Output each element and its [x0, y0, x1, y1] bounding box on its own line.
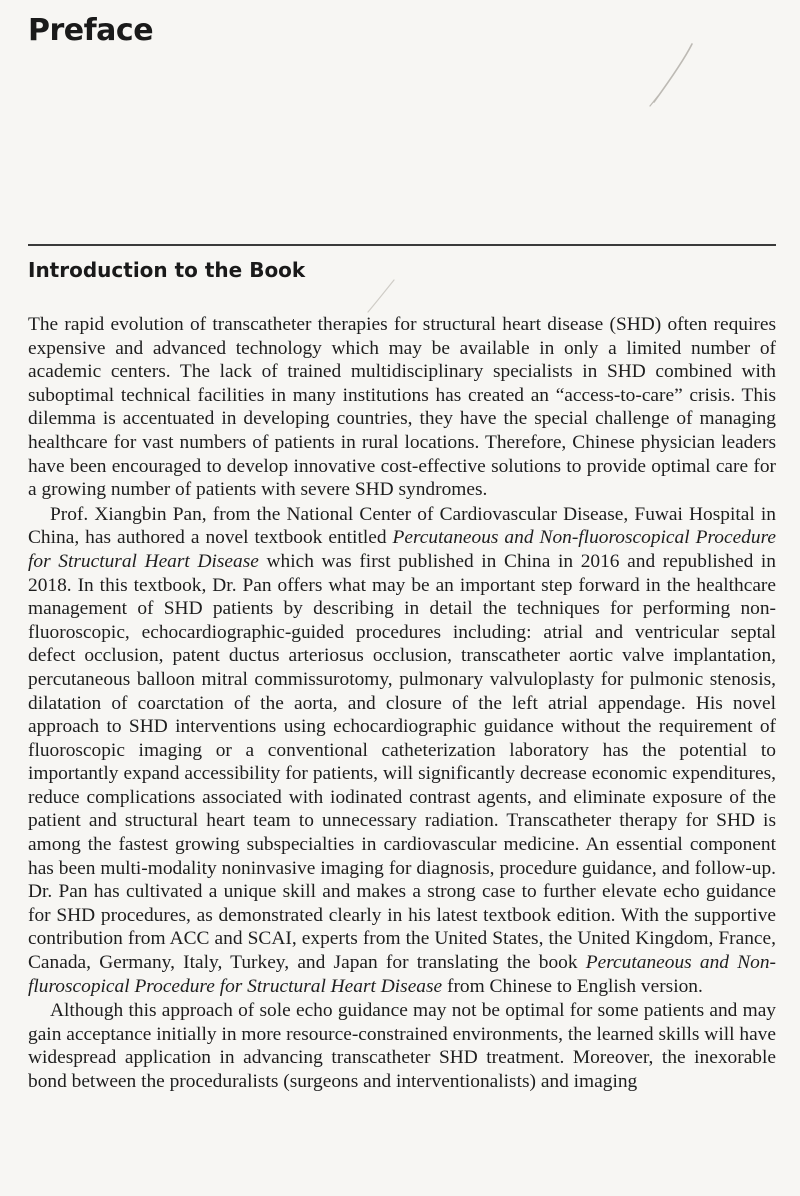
paragraph: [28, 503, 776, 998]
paragraph: [28, 999, 776, 1093]
paragraph-text: from Chinese to English version.: [442, 975, 703, 997]
pen-mark-icon: [640, 40, 700, 110]
book-title: Percutaneous and Non-fluroscopical Procedure for Structural Heart Disease: [28, 952, 777, 997]
pen-mark-icon: [360, 276, 400, 316]
section-divider: [28, 244, 776, 246]
body-text: [28, 313, 776, 1094]
show-through-text: [330, 36, 335, 62]
show-through-text: [500, 272, 505, 298]
book-title: Percutaneous and Non-fluoroscopical Procedure for Structural Heart Disease: [28, 527, 776, 572]
show-through-text: [470, 160, 475, 186]
paragraph: [28, 313, 776, 502]
paragraph-text: Although this approach of sole echo guidance may not be optimal for some patients and may gain acceptance initially in more resource-constrained environments, the learned skills will have widespread application in advancing transcatheter SHD treatment. Moreover, the inexorable bond between the proceduralists (surgeons and interventionalists) and imaging: [28, 1000, 776, 1092]
paragraph-text: Prof. Xiangbin Pan, from the National Center of Cardiovascular Disease, Fuwai Hospital in China, has authored a novel textbook entitled: [28, 503, 776, 549]
paragraph-text: which was first published in China in 2016 and republished in 2018. In this textbook, Dr. Pan offers what may be an important step forward in the healthcare management of SHD patients by describing in detail the techniques for performing non-fluoroscopic, echocardiographic-guided procedures including: atrial and ventricular septal defect occlusion, patent ductus arteriosus occlusion, transcatheter aortic valve implantation, percutaneous balloon mitral commissurotomy, pulmonary valvuloplasty for pulmonic stenosis, dilatation of coarctation of the aorta, and closure of the left atrial appendage. His novel approach to SHD interventions using echocardiographic guidance without the requirement of fluoroscopic imaging or a conventional catheterization laboratory has the potential to importantly expand accessibility for patients, will significantly decrease economic expenditures, reduce complications associated with iodinated contrast agents, and eliminate exposure of the patient and structural heart team to unnecessary radiation. Transcatheter therapy for SHD is among the fastest growing subspecialties in cardiovascular medicine. An essential component has been multi-modality noninvasive imaging for diagnosis, procedure guidance, and follow-up. Dr. Pan has cultivated a unique skill and makes a strong case to further elevate echo guidance for SHD procedures, as demonstrated clearly in his latest textbook edition. With the supportive contribution from ACC and SCAI, experts from the United States, the United Kingdom, France, Canada, Germany, Italy, Turkey, and Japan for translating the book: [28, 550, 776, 974]
show-through-text: [250, 0, 255, 26]
paragraph-text: The rapid evolution of transcatheter therapies for structural heart disease (SHD) often requires expensive and advanced technology which may be available in only a limited number of academic centers. The lack of trained multidisciplinary specialists in SHD combined with suboptimal technical facilities in many institutions has created an “access-to-care” crisis. This dilemma is accentuated in developing countries, they have the special challenge of managing healthcare for vast numbers of patients in rural locations. Therefore, Chinese physician leaders have been encouraged to develop innovative cost-effective solutions to provide optimal care for a growing number of patients with severe SHD syndromes.: [28, 314, 776, 501]
section-title: Preface: [28, 13, 154, 48]
chapter-heading: Introduction to the Book: [28, 258, 306, 282]
